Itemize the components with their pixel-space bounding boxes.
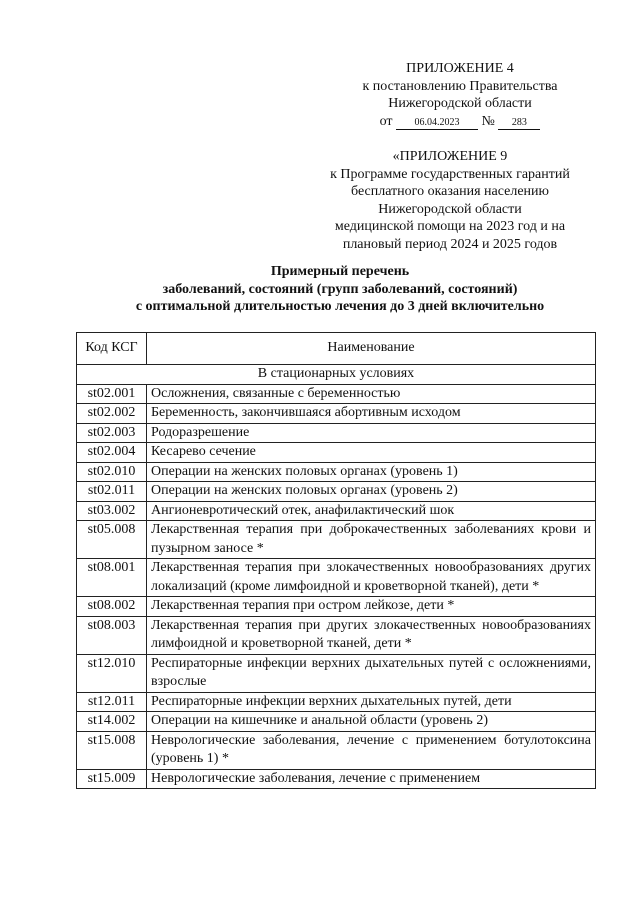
document-title — [60, 263, 620, 316]
ksg-name: Операции на женских половых органах (уровень 2) — [147, 482, 596, 502]
table-row — [77, 597, 596, 617]
title-line1: Примерный перечень — [270, 264, 410, 279]
ksg-name: Лекарственная терапия при злокачественных новообразованиях других локализаций (кроме лимфоидной и кроветворной тканей), дети * — [147, 559, 596, 597]
section-label: В стационарных условиях — [77, 365, 596, 385]
ksg-name: Кесарево сечение — [147, 443, 596, 463]
table-row — [77, 692, 596, 712]
appendix-header — [330, 60, 590, 130]
ksg-code: st15.008 — [77, 731, 147, 769]
ksg-code: st02.002 — [77, 404, 147, 424]
header-code: Код КСГ — [77, 333, 147, 365]
ksg-code: st02.001 — [77, 384, 147, 404]
ksg-name: Неврологические заболевания, лечение с применением ботулотоксина (уровень 1) * — [147, 731, 596, 769]
program-line2: к Программе государственных гарантий — [330, 166, 570, 182]
ksg-code: st02.011 — [77, 482, 147, 502]
table-row — [77, 404, 596, 424]
program-line4: Нижегородской области — [378, 201, 522, 217]
number-label: № — [481, 113, 495, 129]
ksg-code: st14.002 — [77, 712, 147, 732]
table-row — [77, 482, 596, 502]
program-line3: бесплатного оказания населению — [351, 184, 549, 199]
table-row — [77, 462, 596, 482]
ksg-code: st02.003 — [77, 423, 147, 443]
ksg-name: Лекарственная терапия при других злокачественных новообразованиях лимфоидной и кроветворной тканей, дети * — [147, 616, 596, 654]
decree-date-number — [330, 113, 590, 131]
table-row — [77, 616, 596, 654]
ksg-code: st12.011 — [77, 692, 147, 712]
table-row — [77, 654, 596, 692]
table-row — [77, 521, 596, 559]
ksg-code: st02.004 — [77, 443, 147, 463]
decree-date: 06.04.2023 — [396, 117, 478, 130]
table-row — [77, 712, 596, 732]
ksg-code: st12.010 — [77, 654, 147, 692]
ksg-name: Респираторные инфекции верхних дыхательных путей, дети — [147, 692, 596, 712]
title-line3: с оптимальной длительностью лечения до 3 дней включительно — [135, 299, 545, 314]
ksg-name: Лекарственная терапия при доброкачественных заболеваниях крови и пузырном заносе * — [147, 521, 596, 559]
ksg-code: st08.001 — [77, 559, 147, 597]
ksg-code: st03.002 — [77, 501, 147, 521]
appendix-title: ПРИЛОЖЕНИЕ 4 — [406, 61, 514, 76]
table-row — [77, 559, 596, 597]
ksg-name: Ангионевротический отек, анафилактический шок — [147, 501, 596, 521]
program-block — [300, 148, 600, 253]
program-line5: медицинской помощи на 2023 год и на — [334, 219, 566, 234]
ksg-name: Респираторные инфекции верхних дыхательных путей с осложнениями, взрослые — [147, 654, 596, 692]
ksg-code: st15.009 — [77, 769, 147, 789]
ksg-name: Беременность, закончившаяся абортивным исходом — [147, 404, 596, 424]
appendix-line2: к постановлению Правительства — [362, 78, 558, 94]
table-row — [77, 443, 596, 463]
section-row — [77, 365, 596, 385]
ksg-name: Лекарственная терапия при остром лейкозе, дети * — [147, 597, 596, 617]
ksg-name: Неврологические заболевания, лечение с применением — [147, 769, 596, 789]
program-line1: «ПРИЛОЖЕНИЕ 9 — [392, 149, 508, 164]
from-label: от — [379, 113, 393, 129]
ksg-code: st05.008 — [77, 521, 147, 559]
ksg-name: Операции на женских половых органах (уровень 1) — [147, 462, 596, 482]
table-row — [77, 423, 596, 443]
table-row — [77, 384, 596, 404]
header-name: Наименование — [147, 333, 596, 365]
table-row — [77, 731, 596, 769]
table-row — [77, 769, 596, 789]
ksg-name: Родоразрешение — [147, 423, 596, 443]
ksg-code: st02.010 — [77, 462, 147, 482]
table-row — [77, 501, 596, 521]
ksg-code: st08.002 — [77, 597, 147, 617]
table-header-row — [77, 333, 596, 365]
ksg-code: st08.003 — [77, 616, 147, 654]
decree-number: 283 — [498, 117, 540, 130]
title-line2: заболеваний, состояний (групп заболеваний, состояний) — [162, 281, 518, 297]
ksg-name: Операции на кишечнике и анальной области (уровень 2) — [147, 712, 596, 732]
appendix-line3: Нижегородской области — [388, 96, 532, 111]
program-line6: плановый период 2024 и 2025 годов — [342, 236, 558, 252]
ksg-table — [76, 332, 596, 789]
ksg-name: Осложнения, связанные с беременностью — [147, 384, 596, 404]
